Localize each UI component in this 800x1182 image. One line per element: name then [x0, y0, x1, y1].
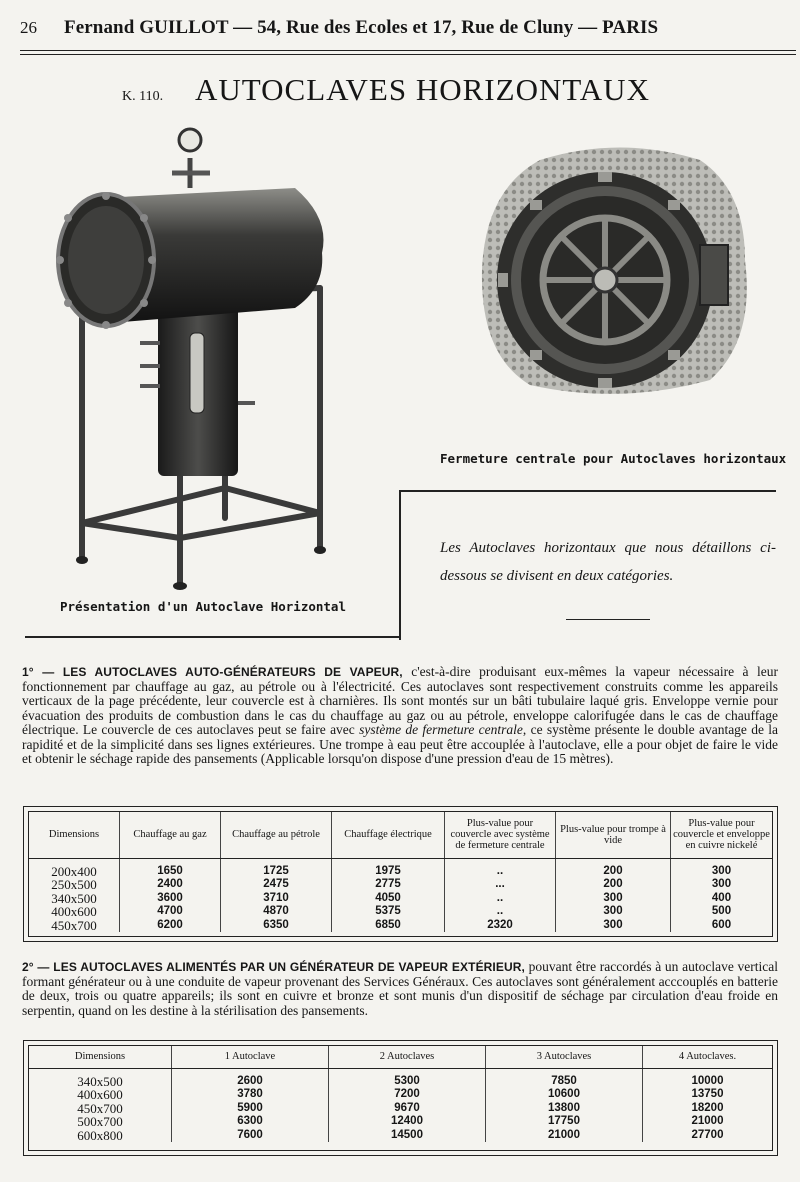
autoclave-illustration [40, 118, 340, 596]
header-rule [20, 50, 796, 51]
table-cell: 18200 [691, 1101, 724, 1114]
table-2-header: 3 Autoclaves [486, 1046, 643, 1068]
frame-rule-bottom [25, 636, 401, 638]
table-cell: 2775 [332, 878, 445, 892]
table-cell: 10600 [486, 1088, 643, 1102]
frame-rule-top [400, 490, 776, 492]
section-1-emphasis: système de fermeture centrale [359, 722, 523, 737]
table-1-header: Chauffage électrique [332, 812, 445, 858]
table-cell: 450x700 [29, 1102, 172, 1116]
table-cell: 500x700 [29, 1115, 172, 1129]
table-cell: 2600 [172, 1068, 329, 1088]
section-2 [22, 960, 778, 1018]
price-table-2 [23, 1040, 778, 1156]
section-1-text-a: c'est-à-dire produisant eux-mêmes la vapeur nécessaire à leur fonctionnement par chauffage au gaz, au pétrole ou à l'électricité. Ces autoclaves sont respectivement construits comme les appareils verticaux de la page précédente, leur couvercle est à charnières. Ils sont montés sur un bâti tubulaire laqué gris. Enveloppe vernie pour évacuation des produits de combustion dans le cas du chauffage au gaz ou au pétrole, enveloppe calorifugée dans le cas de chauffage électrique. Le couvercle de ces autoclaves peut se faire avec [22, 664, 778, 737]
table-row [29, 1115, 772, 1129]
table-cell: 3780 [172, 1088, 329, 1102]
table-1-header: Plus-value pour couvercle et enveloppe en cuivre nickelé [671, 812, 773, 858]
table-cell: 500 [711, 905, 732, 918]
table-cell: 2400 [120, 878, 221, 892]
closure-caption: Fermeture centrale pour Autoclaves horizontaux [440, 451, 787, 466]
table-1-header: Plus-value pour trompe à vide [556, 812, 671, 858]
table-cell: 400 [711, 891, 732, 904]
table-cell: 3710 [221, 892, 332, 906]
table-row [29, 1068, 772, 1088]
table-cell: 13750 [691, 1088, 724, 1101]
table-cell: 5900 [172, 1102, 329, 1116]
table-cell: ... [445, 878, 556, 892]
table-1-header: Plus-value pour couvercle avec système de fermeture centrale [445, 812, 556, 858]
table-cell: 400x600 [29, 905, 120, 919]
header-rule-thin [20, 54, 796, 55]
section-1 [22, 665, 778, 767]
table-row [29, 1102, 772, 1116]
table-cell: 1725 [221, 858, 332, 878]
page-title: AUTOCLAVES HORIZONTAUX [195, 72, 650, 107]
table-cell: 2475 [221, 878, 332, 892]
table-cell: 12400 [329, 1115, 486, 1129]
table-1-header: Dimensions [29, 812, 120, 858]
table-cell: 600 [711, 918, 732, 931]
table-cell: 6850 [332, 919, 445, 933]
section-2-text: pouvant être raccordés à un autoclave vertical formant générateur ou à une conduite de vapeur provenant des Services Généraux. Ces autoclaves sont généralement acccouplés en batterie de deux, trois ou quatre appareils; ils sont en cuivre et bronze et sont munis d'un dispositif de séchage par circulation d'eau froide en serpentin, quand on les destine à la stérilisation des pansements. [22, 959, 779, 1018]
table-cell: 7600 [172, 1129, 329, 1143]
price-table-1 [23, 806, 778, 942]
table-cell: .. [445, 905, 556, 919]
table-row [29, 919, 772, 933]
table-cell: 21000 [691, 1115, 724, 1128]
table-cell: 1650 [120, 858, 221, 878]
table-cell: 27700 [691, 1128, 724, 1141]
autoclave-caption: Présentation d'un Autoclave Horizontal [60, 599, 346, 614]
table-cell: 250x500 [29, 878, 120, 892]
table-row [29, 892, 772, 906]
table-cell: 7200 [329, 1088, 486, 1102]
catalog-reference: K. 110. [122, 89, 164, 104]
table-cell: 300 [556, 892, 671, 906]
table-cell: 200x400 [29, 858, 120, 878]
table-cell: 10000 [691, 1074, 724, 1087]
table-cell: 200 [556, 878, 671, 892]
table-1-header: Chauffage au pétrole [221, 812, 332, 858]
table-cell: 6200 [120, 919, 221, 933]
section-1-text-b: , ce système présente le double avantage de la rapidité et de la simplicité dans ses lignes extérieures. Une trompe à eau peut être accouplée à l'autoclave, elle a pour objet de faire le vide et obtenir le séchage rapide des pansements (Applicable lorsqu'on dispose d'une pression d'eau de 15 mètres). [22, 722, 778, 766]
table-cell: 340x500 [29, 1068, 172, 1088]
table-row [29, 878, 772, 892]
table-cell: 200 [556, 858, 671, 878]
table-cell: 7850 [486, 1068, 643, 1088]
section-1-heading: 1° — LES AUTOCLAVES AUTO-GÉNÉRATEURS DE VAPEUR, [22, 665, 403, 679]
table-row [29, 905, 772, 919]
table-cell: 300 [711, 864, 732, 877]
table-cell: 3600 [120, 892, 221, 906]
running-header: Fernand GUILLOT — 54, Rue des Ecoles et 17, Rue de Cluny — PARIS [64, 17, 659, 38]
table-2-header: 2 Autoclaves [329, 1046, 486, 1068]
page-number: 26 [20, 18, 37, 37]
table-row [29, 1129, 772, 1143]
table-cell: 6350 [221, 919, 332, 933]
table-cell: 21000 [486, 1129, 643, 1143]
table-cell: 450x700 [29, 919, 120, 933]
frame-rule-vertical [399, 490, 401, 640]
table-row [29, 1088, 772, 1102]
table-cell: 2320 [445, 919, 556, 933]
table-row [29, 858, 772, 878]
table-cell: 300 [711, 878, 732, 891]
table-cell: 1975 [332, 858, 445, 878]
table-cell: 400x600 [29, 1088, 172, 1102]
table-2-header: Dimensions [29, 1046, 172, 1068]
table-cell: 5300 [329, 1068, 486, 1088]
table-cell: 340x500 [29, 892, 120, 906]
intro-rule [566, 619, 650, 620]
table-cell: 9670 [329, 1102, 486, 1116]
table-2-header: 4 Autoclaves. [643, 1046, 773, 1068]
table-cell: 300 [556, 919, 671, 933]
table-2-header: 1 Autoclave [172, 1046, 329, 1068]
table-cell: 300 [556, 905, 671, 919]
table-cell: 17750 [486, 1115, 643, 1129]
table-cell: 4050 [332, 892, 445, 906]
central-closure-illustration [470, 140, 770, 400]
intro-text: Les Autoclaves horizontaux que nous détaillons ci-dessous se divisent en deux catégories. [440, 540, 776, 584]
table-cell: 5375 [332, 905, 445, 919]
table-cell: 4870 [221, 905, 332, 919]
table-cell: .. [445, 892, 556, 906]
table-cell: 14500 [329, 1129, 486, 1143]
section-2-heading: 2° — LES AUTOCLAVES ALIMENTÉS PAR UN GÉNÉRATEUR DE VAPEUR EXTÉRIEUR, [22, 960, 525, 974]
table-cell: 600x800 [29, 1129, 172, 1143]
table-cell: 4700 [120, 905, 221, 919]
table-cell: 13800 [486, 1102, 643, 1116]
table-cell: 6300 [172, 1115, 329, 1129]
table-1-header: Chauffage au gaz [120, 812, 221, 858]
table-cell: .. [445, 858, 556, 878]
